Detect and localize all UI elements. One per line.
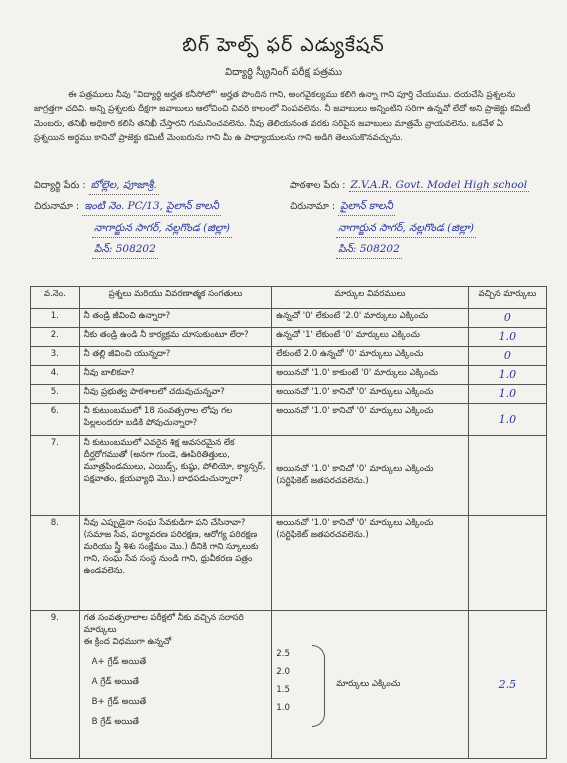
row9-question-line: గత సంవత్సరాలాల పరీక్షలో నీకు వచ్చిన సరాసరి మార్కులు bbox=[83, 613, 244, 635]
row-mark: 1.0 bbox=[468, 385, 546, 404]
school-name-row: పాఠశాల పేరు : Z.V.A.R. Govt. Model High school bbox=[290, 179, 528, 191]
table-row bbox=[31, 366, 547, 385]
row-question: నీ కుటుంబములో 18 సంవత్సరాల లోపు గల పిల్లలందరూ బడికి పోవుచున్నారా? bbox=[79, 404, 272, 436]
row-detail bbox=[272, 611, 468, 759]
row-question: నీవు బాలికవా? bbox=[79, 366, 272, 385]
score-list bbox=[276, 649, 290, 721]
row-question: నీ తల్లి జీవించి యున్నదా? bbox=[79, 347, 272, 366]
score-block bbox=[276, 613, 463, 743]
row-mark: 1.0 bbox=[468, 404, 546, 436]
row-detail: అయినచో '1.0' కాకుంటే '0' మార్కులు ఎక్కించు bbox=[272, 366, 468, 385]
row-number: 5. bbox=[31, 385, 80, 404]
student-name-row: విద్యార్థి పేరు : బోల్లెల, పూజాశ్రీ. bbox=[34, 179, 159, 195]
address-line-1: ఇంటి నెం. PC/13, పైలాన్ కాలనీ bbox=[82, 200, 221, 216]
row-number: 4. bbox=[31, 366, 80, 385]
document-subtitle: విద్యార్థి స్క్రీనింగ్ పరీక్ష పత్రము bbox=[225, 67, 342, 78]
school-address-line-1: పైలాన్ కాలనీ bbox=[338, 200, 395, 216]
row-detail: ఉన్నచో '1' లేకుంటే '0' మార్కులు ఎక్కించు bbox=[272, 328, 468, 347]
school-address-row-2 bbox=[336, 222, 476, 238]
document-title: బిగ్ హెల్ప్ ఫర్ ఎడ్యుకేషన్ bbox=[182, 34, 385, 56]
row-detail: ఉన్నచో '0' లేకుంటే '2.0' మార్కులు ఎక్కించు bbox=[272, 309, 468, 328]
table-row bbox=[31, 436, 547, 516]
row-number: 2. bbox=[31, 328, 80, 347]
school-address-line-3: పిన్: 508202 bbox=[336, 243, 402, 259]
row-number: 8. bbox=[31, 516, 80, 611]
address-row-2 bbox=[92, 222, 232, 238]
row-question: నీ కుటుంబములో ఎవరైన శిక్ష అవసరమైన లేక దీర్ఘరోగముతో (అనగా గుండె, ఊపిరితిత్తులు, మూత్రపిండములు, ఎయిడ్స్, కుష్ఠు, పోలియో, క్యాన్సర్, పక్షవాతం, క్షయవ్యాధి మొ.) బాధపడుచున్నారా? bbox=[79, 436, 272, 516]
table-row bbox=[31, 611, 547, 759]
row-mark: 0 bbox=[468, 309, 546, 328]
row-detail: అయినచో '1.0' కానిచో '0' మార్కులు ఎక్కించు bbox=[272, 385, 468, 404]
row-detail: అయినచో '1.0' కానిచో '0' మార్కులు ఎక్కించు bbox=[272, 404, 468, 436]
header-detail: మార్కుల వివరములు bbox=[272, 287, 468, 309]
score-item: 1.0 bbox=[276, 703, 290, 713]
student-name-value: బోల్లెల, పూజాశ్రీ. bbox=[89, 179, 159, 195]
marks-instruction: మార్కులు ఎక్కించు bbox=[336, 679, 401, 689]
grade-item: B గ్రేడ్ అయితే bbox=[91, 717, 139, 727]
table-row bbox=[31, 404, 547, 436]
row-number: 7. bbox=[31, 436, 80, 516]
row-mark: 1.0 bbox=[468, 328, 546, 347]
row-detail: లేకుంటే 2.0 ఉన్నచో '0' మార్కులు ఎక్కించు bbox=[272, 347, 468, 366]
student-name-label: విద్యార్థి పేరు bbox=[34, 180, 80, 191]
table-row bbox=[31, 347, 547, 366]
row-detail: అయినచో '1.0' కానిచో '0' మార్కులు ఎక్కించు (సర్టిఫికెట్ జతపరచవలెను.) bbox=[272, 516, 468, 611]
grade-list bbox=[84, 657, 268, 729]
header-no: వ.నెం. bbox=[31, 287, 80, 309]
row-mark bbox=[468, 516, 546, 611]
table-row bbox=[31, 385, 547, 404]
score-item: 2.5 bbox=[276, 649, 290, 659]
table-row bbox=[31, 328, 547, 347]
address-label: చిరునామా bbox=[34, 201, 73, 212]
intro-paragraph: ఈ పత్రములు నీవు "విద్యార్థి అర్హత కనీసోలో" అర్హత పొందిన గాని, అంగవైకల్యము కలిగి ఉన్నా గాని పూర్తి చేయుము. దయచేసి ప్రశ్నలను జాగ్రత్తగా చదివి. అన్ని ప్రశ్నలకు దీక్షగా జవాబులు ఆలోచించి చివరి కాలంలో నింపవలెను. నీ జవాబులు అన్నింటిని సరిగా ఉన్నవో లేదో అని ప్రాజెక్టు కమిటీ మెంబరు, తనిఖీ అధికారి కలిసి తనిఖీ చేస్తారని గుమనించవలెను. నీవు తెలియనంత వరకు సరిపైన జవాబులు మాత్రమే వ్రాయవలెను. ఒకవేళ ఏ ప్రశ్నయిన అర్ధము కానిచో ప్రాజెక్టు కమిటీ మెంబరును గాని మీ ఉ పాధ్యాయులను గాని అడిగి తెలుసుకొనవచ్చును. bbox=[34, 90, 531, 143]
school-name-label: పాఠశాల పేరు bbox=[290, 180, 340, 191]
header-marks: వచ్చిన మార్కులు bbox=[468, 287, 546, 309]
row-number: 1. bbox=[31, 309, 80, 328]
row-number: 9. bbox=[31, 611, 80, 759]
grade-item: A గ్రేడ్ అయితే bbox=[91, 677, 139, 687]
row-mark bbox=[468, 436, 546, 516]
score-item: 2.0 bbox=[276, 667, 290, 677]
row-mark: 0 bbox=[468, 347, 546, 366]
school-name-value: Z.V.A.R. Govt. Model High school bbox=[350, 179, 528, 191]
school-address-line-2: నాగార్జున సాగర్, నల్లగొండ (జిల్లా) bbox=[336, 222, 476, 238]
row9-question-line: ఈ క్రింద విధముగా ఉన్నచో bbox=[83, 637, 172, 647]
row-question: నీ తండ్రి జీవించి ఉన్నారా? bbox=[79, 309, 272, 328]
brace-icon bbox=[312, 645, 325, 727]
school-address-row-3 bbox=[336, 243, 402, 259]
table-row bbox=[31, 309, 547, 328]
row-detail: అయినచో '1.0' కానిచో '0' మార్కులు ఎక్కించు (సర్టిఫికెట్ జతపరచవలెను.) bbox=[272, 436, 468, 516]
school-address-label: చిరునామా bbox=[290, 201, 329, 212]
row-question: నీవు ఎప్పుడైనా సంఘ సేవకుడిగా పని చేసినావా? (సమాజ సేవ, పర్యావరణ పరిరక్షణ, ఆరోగ్య పరిరక్షణ మరియు స్త్రీ శిశు సంక్షేమం మొ.) దీనికి గాని స్కూలుకు గాని, సంఘ సేవ సంస్థ నుండి గాని, ధ్రువీకరణ పత్రం ఉండవలెను. bbox=[79, 516, 272, 611]
screening-table bbox=[30, 286, 547, 759]
grade-item: B+ గ్రేడ్ అయితే bbox=[91, 697, 147, 707]
score-item: 1.5 bbox=[276, 685, 290, 695]
row-mark: 1.0 bbox=[468, 366, 546, 385]
address-line-3: పిన్: 508202 bbox=[92, 243, 158, 259]
row-number: 3. bbox=[31, 347, 80, 366]
grade-item: A+ గ్రేడ్ అయితే bbox=[91, 657, 147, 667]
table-header-row bbox=[31, 287, 547, 309]
row-question: నీకు తండ్రి ఉండి నీ కార్యక్రమ చూసుకుంటూ లేరా? bbox=[79, 328, 272, 347]
header-question: ప్రశ్నలు మరియు వివరణాత్మక సంగతులు bbox=[79, 287, 272, 309]
row-mark: 2.5 bbox=[468, 611, 546, 759]
address-row-1: చిరునామా : ఇంటి నెం. PC/13, పైలాన్ కాలనీ bbox=[34, 200, 221, 216]
table-row bbox=[31, 516, 547, 611]
address-line-2: నాగార్జున సాగర్, నల్లగొండ (జిల్లా) bbox=[92, 222, 232, 238]
row-question: నీవు ప్రభుత్వ పాఠశాలలో చదువుచున్నవా? bbox=[79, 385, 272, 404]
school-address-row-1: చిరునామా : పైలాన్ కాలనీ bbox=[290, 200, 395, 216]
address-row-3 bbox=[92, 243, 158, 259]
row-number: 6. bbox=[31, 404, 80, 436]
row-question bbox=[79, 611, 272, 759]
